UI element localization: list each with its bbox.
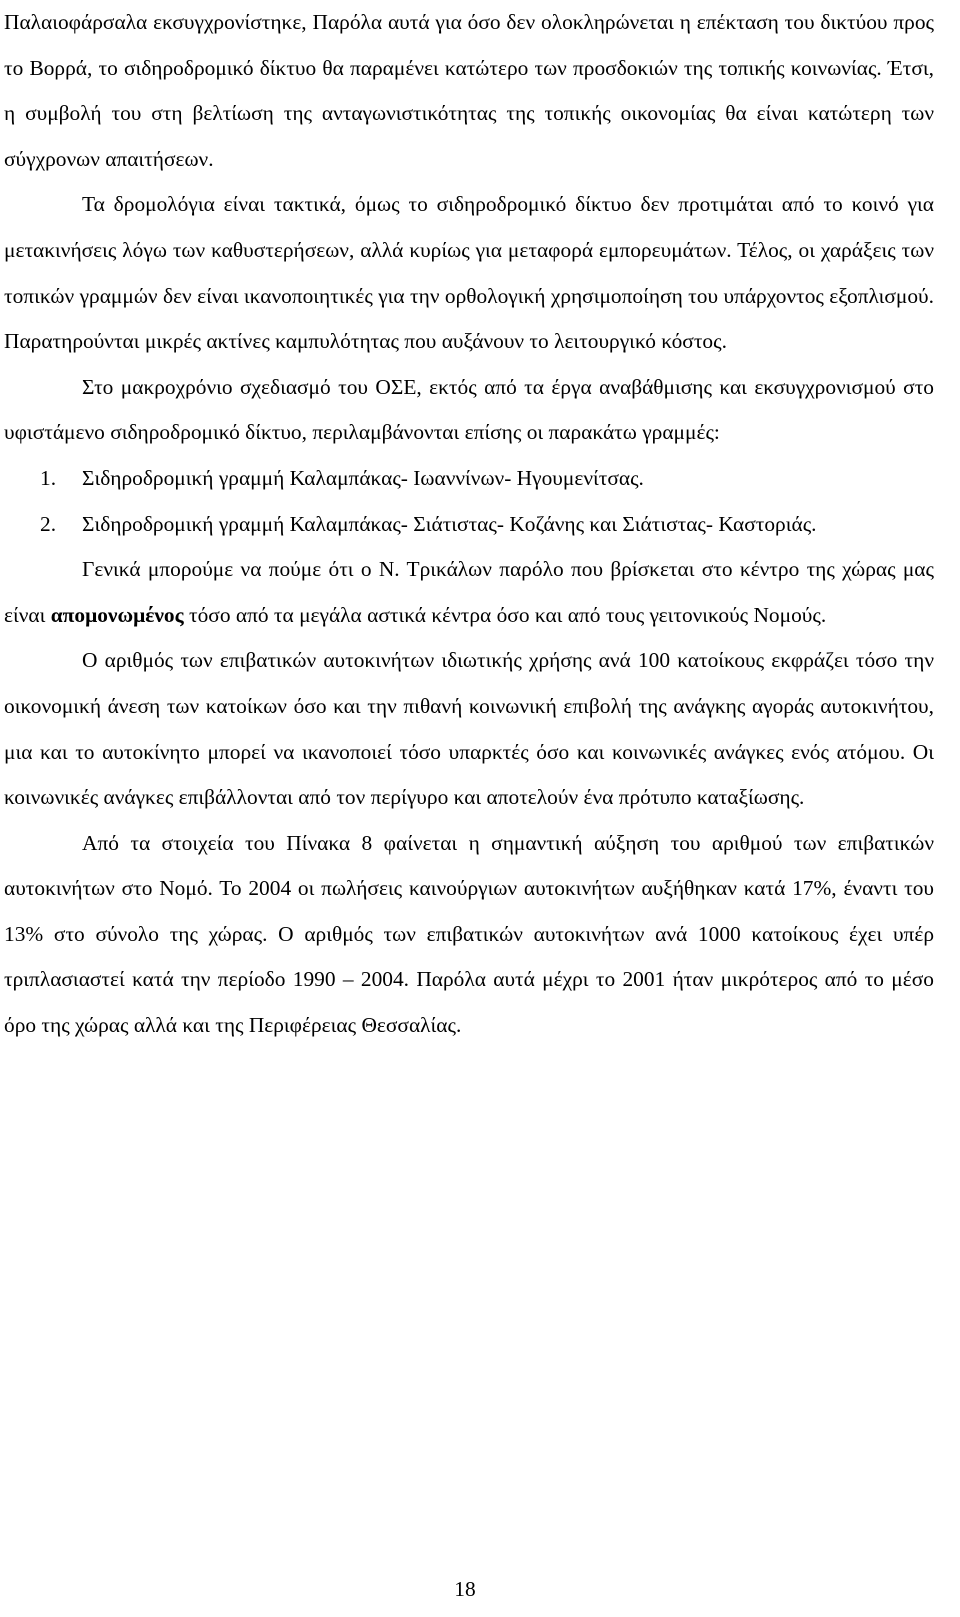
page-number: 18 xyxy=(454,1577,476,1601)
paragraph-continuation: Παλαιοφάρσαλα εκσυγχρονίστηκε, Παρόλα αυτά για όσο δεν ολοκληρώνεται η επέκταση του δικτύου προς το Βορρά, το σιδηροδρομικό δίκτυο θα παραμένει κατώτερο των προσδοκιών της τοπικής κοινωνίας. Έτσι, η συμβολή του στη βελτίωση της ανταγωνιστικότητας της τοπικής οικονομίας θα είναι κατώτερη των σύγχρονων απαιτήσεων. xyxy=(4,10,934,171)
paragraph-car-ownership: Ο αριθμός των επιβατικών αυτοκινήτων ιδιωτικής χρήσης ανά 100 κατοίκους εκφράζει τόσο την οικονομική άνεση των κατοίκων όσο και την πιθανή κοινωνική επιβολή της ανάγκης αγοράς αυτοκινήτου, μια και το αυτοκίνητο μπορεί να ικανοποιεί τόσο υπαρκτές όσο και κοινωνικές ανάγκες ενός ατόμου. Οι κοινωνικές ανάγκες επιβάλλονται από τον περίγυρο και αποτελούν ένα πρότυπο καταξίωσης. xyxy=(4,648,934,810)
paragraph-isolation-end: τόσο από τα μεγάλα αστικά κέντρα όσο και από τους γειτονικούς Νομούς. xyxy=(183,602,827,627)
list-item xyxy=(4,456,934,502)
railway-lines-list xyxy=(4,456,934,547)
list-item-text: Σιδηροδρομική γραμμή Καλαμπάκας- Ιωαννίνων- Ηγουμενίτσας. xyxy=(82,465,644,490)
paragraph-isolation-start: Γενικά μπορούμε να πούμε ότι ο Ν. Τρικάλων παρόλο που βρίσκεται στο κέντρο της χώρας μας είναι xyxy=(4,557,934,627)
paragraph-ose-planning: Στο μακροχρόνιο σχεδιασμό του ΟΣΕ, εκτός από τα έργα αναβάθμισης και εκσυγχρονισμού στο υφιστάμενο σιδηροδρομικό δίκτυο, περιλαμβάνονται επίσης οι παρακάτω γραμμές: xyxy=(4,374,934,445)
paragraph-schedules: Τα δρομολόγια είναι τακτικά, όμως το σιδηροδρομικό δίκτυο δεν προτιμάται από το κοινό για μετακινήσεις λόγω των καθυστερήσεων, αλλά κυρίως για μεταφορά εμπορευμάτων. Τέλος, οι χαράξεις των τοπικών γραμμών δεν είναι ικανοποιητικές για την ορθολογική χρησιμοποίηση του υπάρχοντος εξοπλισμού. Παρατηρούνται μικρές ακτίνες καμπυλότητας που αυξάνουν το λειτουργικό κόστος. xyxy=(4,192,934,354)
document-body xyxy=(4,0,934,1049)
list-item-number: 2. xyxy=(40,511,57,536)
paragraph-table-8: Από τα στοιχεία του Πίνακα 8 φαίνεται η σημαντική αύξηση του αριθμού των επιβατικών αυτοκινήτων στο Νομό. Το 2004 οι πωλήσεις καινούργιων αυτοκινήτων αυξήθηκαν κατά 17%, έναντι του 13% στο σύνολο της χώρας. Ο αριθμός των επιβατικών αυτοκινήτων ανά 1000 κατοίκους έχει υπέρ τριπλασιαστεί κατά την περίοδο 1990 – 2004. Παρόλα αυτά μέχρι το 2001 ήταν μικρότερος από το μέσο όρο της χώρας αλλά και της Περιφέρειας Θεσσαλίας. xyxy=(4,830,934,1038)
list-item-text: Σιδηροδρομική γραμμή Καλαμπάκας- Σιάτιστας- Κοζάνης και Σιάτιστας- Καστοριάς. xyxy=(82,511,817,536)
emphasized-word: απομονωμένος xyxy=(50,602,184,627)
list-item xyxy=(4,502,934,548)
paragraph-isolation xyxy=(4,547,934,638)
list-item-number: 1. xyxy=(40,465,57,490)
